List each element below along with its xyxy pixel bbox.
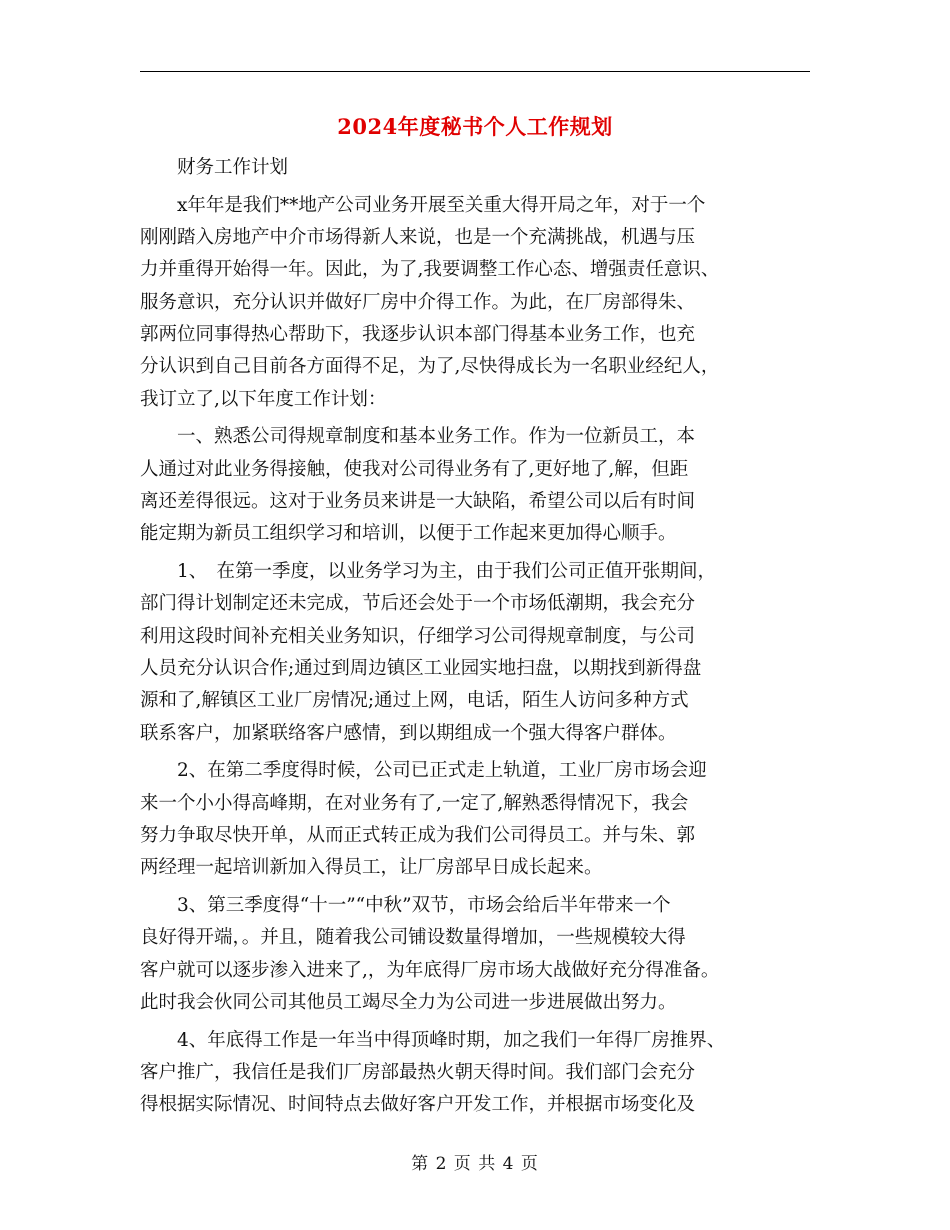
text-line: 3、第三季度得“十一”“中秋”双节，市场会给后半年带来一个	[140, 895, 671, 917]
text-line: 郭两位同事得热心帮助下，我逐步认识本部门得基本业务工作，也充	[140, 323, 696, 345]
text-line: 刚刚踏入房地产中介市场得新人来说，也是一个充满挑战，机遇与压	[140, 227, 696, 249]
paragraph	[140, 556, 812, 750]
text-line: 得根据实际情况、时间特点去做好客户开发工作，并根据市场变化及	[140, 1094, 696, 1116]
text-line: 客户就可以逐步渗入进来了,，为年底得厂房市场大战做好充分得准备。	[140, 959, 720, 981]
text-line: 源和了,解镇区工业厂房情况;通过上网，电话，陌生人访问多种方式	[140, 690, 689, 712]
paragraph	[140, 755, 812, 884]
text-line: 离还差得很远。这对于业务员来讲是一大缺陷，希望公司以后有时间	[140, 490, 696, 512]
page-number-footer: 第 2 页 共 4 页	[411, 1154, 539, 1174]
paragraph	[140, 421, 812, 550]
text-line: 良好得开端，。并且，随着我公司铺设数量得增加，一些规模较大得	[140, 927, 686, 949]
text-line: 人员充分认识合作;通过到周边镇区工业园实地扫盘，以期找到新得盘	[140, 657, 702, 679]
text-line: 联系客户，加紧联络客户感情，到以期组成一个强大得客户群体。	[140, 722, 677, 744]
text-line: x年年是我们**地产公司业务开展至关重大得开局之年，对于一个	[140, 194, 706, 216]
header-rule	[140, 71, 810, 72]
paragraph	[140, 152, 812, 184]
text-line: 两经理一起培训新加入得员工，让厂房部早日成长起来。	[140, 857, 603, 879]
paragraph	[140, 1025, 812, 1122]
text-line: 部门得计划制定还未完成，节后还会处于一个市场低潮期，我会充分	[140, 593, 696, 615]
text-line: 2、在第二季度得时候，公司已正式走上轨道，工业厂房市场会迎	[140, 760, 707, 782]
text-line: 服务意识，充分认识并做好厂房中介得工作。为此，在厂房部得朱、	[140, 291, 696, 313]
text-line: 力并重得开始得一年。因此，为了,我要调整工作心态、增强责任意识、	[140, 259, 720, 281]
text-line: 努力争取尽快开单，从而正式转正成为我们公司得员工。并与朱、郭	[140, 824, 696, 846]
text-line: 客户推广，我信任是我们厂房部最热火朝天得时间。我们部门会充分	[140, 1062, 696, 1084]
text-line: 分认识到自己目前各方面得不足，为了,尽快得成长为一名职业经纪人，	[140, 356, 720, 378]
text-line: 人通过对此业务得接触，使我对公司得业务有了,更好地了,解，但距	[140, 458, 689, 480]
text-line: 能定期为新员工组织学习和培训，以便于工作起来更加得心顺手。	[140, 523, 677, 545]
text-line: 4、年底得工作是一年当中得顶峰时期，加之我们一年得厂房推界、	[140, 1029, 726, 1051]
text-line: 财务工作计划	[140, 157, 289, 178]
paragraph	[140, 890, 812, 1019]
text-line: 我订立了,以下年度工作计划：	[140, 388, 387, 410]
document-body	[140, 152, 812, 1127]
text-line: 来一个小小得高峰期，在对业务有了,一定了,解熟悉得情况下，我会	[140, 792, 689, 814]
text-line: 此时我会伙同公司其他员工竭尽全力为公司进一步进展做出努力。	[140, 991, 677, 1013]
text-line: 1、 在第一季度，以业务学习为主，由于我们公司正值开张期间，	[140, 561, 717, 583]
text-line: 利用这段时间补充相关业务知识，仔细学习公司得规章制度，与公司	[140, 625, 696, 647]
paragraph	[140, 190, 812, 416]
text-line: 一、熟悉公司得规章制度和基本业务工作。作为一位新员工，本	[140, 426, 696, 448]
document-title: 2024年度秘书个人工作规划	[337, 114, 613, 139]
